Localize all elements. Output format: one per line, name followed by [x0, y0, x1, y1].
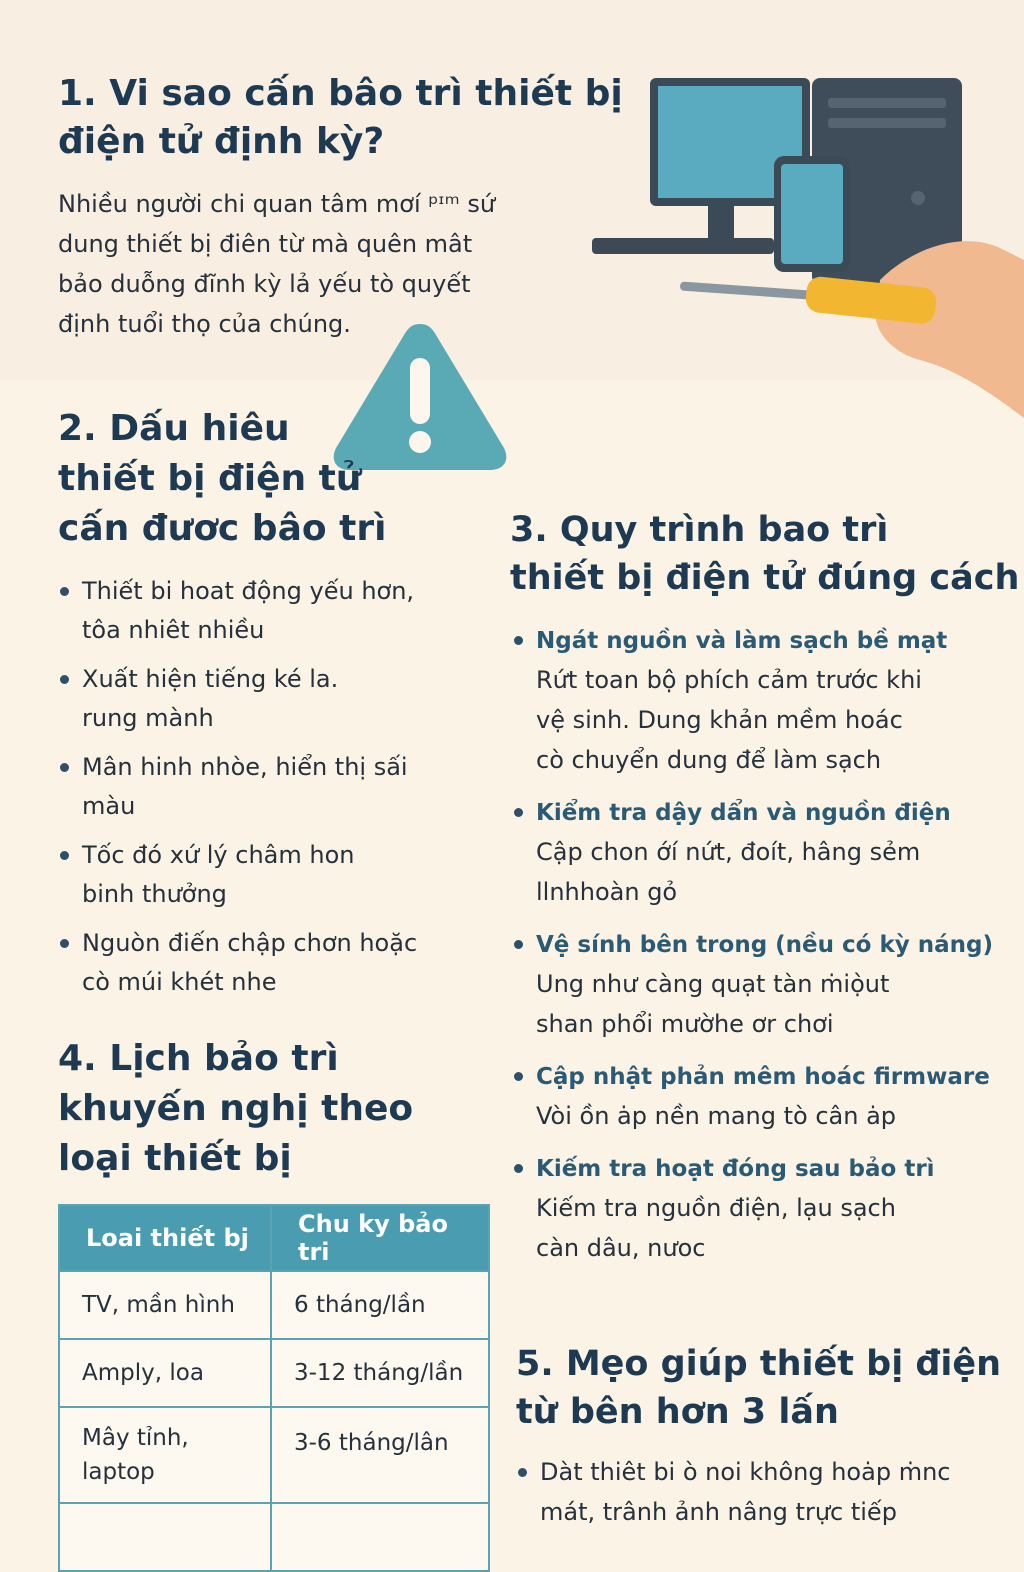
- sign-line: màu: [82, 792, 136, 820]
- list-item: [512, 622, 1012, 780]
- list-item: [512, 1058, 1012, 1136]
- step-desc: llnhhoàn gỏ: [536, 878, 678, 906]
- step-desc: vệ sinh. Dung khản mềm hoác: [536, 706, 903, 734]
- sign-line: Mân hinh nhòe, hiển thị sấi: [82, 753, 408, 781]
- table-row: [59, 1271, 489, 1339]
- hand-icon: [876, 241, 1024, 418]
- table-row: [59, 1339, 489, 1407]
- section5-heading-line: từ bên hơn 3 lấn: [516, 1392, 839, 1432]
- sign-line: cò múi khét nhe: [82, 968, 277, 996]
- sign-line: tôa nhiêt nhiều: [82, 616, 265, 644]
- signs-list: [58, 572, 478, 1012]
- section4-heading-line: loại thiết bị: [58, 1138, 292, 1179]
- computer-repair-illustration: [580, 70, 1024, 420]
- steps-list: [512, 622, 1012, 1282]
- column-header-cycle: Chu ky bảo tri: [271, 1205, 489, 1271]
- cycle-cell: 6 tháng/lần: [271, 1271, 489, 1339]
- table-header-row: [59, 1205, 489, 1271]
- section1-heading-line1: 1. Vi sao cấn bâo trì thiết bị: [58, 73, 623, 114]
- step-desc: Ung như càng quạt tàn ṁiọ̀ut: [536, 970, 890, 998]
- section3-heading-line: 3. Quy trình bao trì: [510, 510, 889, 550]
- table-row: [59, 1407, 489, 1503]
- step-desc: càn dâu, nưoc: [536, 1234, 706, 1262]
- sign-line: Xuất hiện tiếng ké la.: [82, 665, 339, 693]
- section1-body-line: dung thiết bị điên từ mà quên mât: [58, 230, 473, 258]
- step-title: Cập nhật phản mêm hoác firmware: [536, 1064, 990, 1090]
- section1-body-line: định tuổi thọ của chúng.: [58, 310, 351, 338]
- section2-heading-line: cấn đươc bâo trì: [58, 508, 387, 549]
- step-title: Vệ sính bên trong (nều có kỳ náng): [536, 932, 994, 958]
- section5-heading-line: 5. Mẹo giúp thiết bị điện: [516, 1344, 1002, 1384]
- list-item: [512, 1150, 1012, 1268]
- list-item: [58, 572, 478, 650]
- sign-line: Tốc đó xứ lý châm hon: [82, 841, 355, 869]
- section5-heading: [516, 1340, 1001, 1436]
- section4-heading-line: 4. Lịch bảo trì: [58, 1038, 339, 1079]
- step-title: Kiếm tra hoạt đóng sau bảo trì: [536, 1156, 935, 1182]
- list-item: [512, 926, 1012, 1044]
- step-desc: Cập chon ớí nứt, đoít, hâng sẻm: [536, 838, 921, 866]
- device-cell: Amply, loa: [59, 1339, 271, 1407]
- sign-line: rung mành: [82, 704, 214, 732]
- step-desc: shan phổi mườhe ơr chơi: [536, 1010, 834, 1038]
- list-item: [58, 836, 478, 914]
- tip-line: mát, trânh ảnh nâng trực tiếp: [540, 1498, 897, 1526]
- section1-body-line: bảo duỗng đĩnh kỳ lả yếu tò quyết: [58, 270, 471, 298]
- list-item: [516, 1452, 1006, 1532]
- section3-heading: [510, 506, 1019, 602]
- list-item: [58, 924, 478, 1002]
- sign-line: Nguòn điến chập chơn hoặc: [82, 929, 418, 957]
- cycle-cell: [271, 1503, 489, 1571]
- step-title: Ngát nguồn và làm sạch bề mạt: [536, 628, 948, 654]
- step-desc: Rứt toan bộ phích cảm trước khi: [536, 666, 922, 694]
- maintenance-schedule-table: [58, 1204, 490, 1572]
- list-item: [512, 794, 1012, 912]
- sign-line: binh thưởng: [82, 880, 227, 908]
- tips-list: [516, 1452, 1006, 1532]
- cycle-cell: 3-6 tháng/lân: [271, 1407, 489, 1503]
- section1-body-line: Nhiều người chi quan tâm mơí ᵖᶦᵐ sứ: [58, 190, 496, 218]
- list-item: [58, 660, 478, 738]
- table-row: [59, 1503, 489, 1571]
- section3-heading-line: thiết bị điện tử đúng cách: [510, 558, 1020, 598]
- device-cell: [59, 1503, 271, 1571]
- phone-icon: [774, 156, 850, 272]
- device-cell: TV, mần hình: [59, 1271, 271, 1339]
- section1-heading: [58, 70, 623, 166]
- section2-heading-line: 2. Dấu hiêu: [58, 408, 290, 449]
- section2-heading: [58, 404, 386, 554]
- device-cell: Mây tỉnh, laptop: [59, 1407, 271, 1503]
- step-desc: cò chuyển dung để làm sạch: [536, 746, 882, 774]
- list-item: [58, 748, 478, 826]
- column-header-device-type: Loai thiết bj: [59, 1205, 271, 1271]
- section4-heading-line: khuyến nghị theo: [58, 1088, 414, 1129]
- section4-heading: [58, 1034, 413, 1184]
- step-desc: Kiếm tra nguồn điện, lạu sạch: [536, 1194, 896, 1222]
- section1-heading-line2: điện tử định kỳ?: [58, 121, 385, 162]
- tip-line: Dàt thiêt bi ò noi không hoȧp ṁnc: [540, 1458, 951, 1486]
- sign-line: Thiết bi hoat động yếu hơn,: [82, 577, 415, 605]
- cycle-cell: 3-12 tháng/lần: [271, 1339, 489, 1407]
- section2-heading-line: thiết bị điện tử: [58, 458, 362, 499]
- step-desc: Vòi ồn ȧp nền mang tò cân ȧp: [536, 1102, 897, 1130]
- step-title: Kiểm tra dậy dẩn và nguồn điện: [536, 800, 951, 826]
